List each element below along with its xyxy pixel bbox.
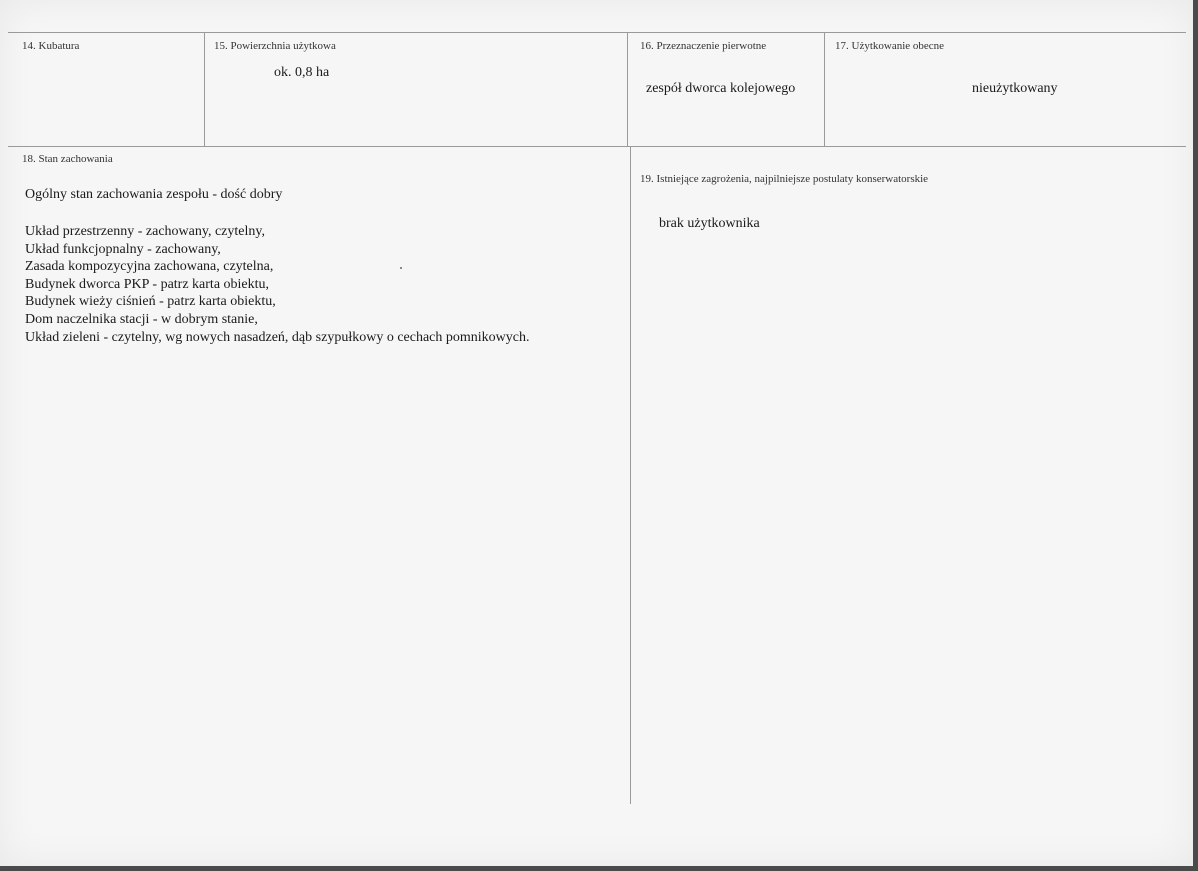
field-15-label: 15. Powierzchnia użytkowa [214, 40, 336, 52]
field-18-line: Budynek dworca PKP - patrz karta obiektu, [25, 276, 270, 292]
field-18-line: Układ przestrzenny - zachowany, czytelny, [25, 224, 265, 239]
field-18-line: Dom naczelnika stacji - w dobrym stanie, [25, 311, 258, 327]
field-17-label: 17. Użytkowanie obecne [835, 40, 945, 52]
field-18-line: Budynek wieży ciśnień - patrz karta obiektu, [25, 294, 276, 310]
field-18-lines [25, 223, 530, 346]
field-14-label: 14. Kubatura [22, 40, 80, 52]
field-16-label: 16. Przeznaczenie pierwotne [640, 40, 767, 52]
top-rule [8, 32, 1186, 33]
field-18-summary: Ogólny stan zachowania zespołu - dość dobry [25, 187, 283, 202]
divider-15-16 [627, 32, 628, 146]
middle-rule [8, 146, 1186, 147]
divider-18-19 [630, 146, 631, 804]
field-15-value: ok. 0,8 ha [274, 65, 330, 80]
divider-16-17 [824, 32, 825, 146]
field-18-line: Zasada kompozycyjna zachowana, czytelna, [25, 259, 274, 275]
field-18-line: Układ zieleni - czytelny, wg nowych nasadzeń, dąb szypułkowy o cechach pomnikowych. [25, 329, 530, 345]
divider-14-15 [204, 32, 205, 146]
field-16-value: zespół dworca kolejowego [646, 81, 796, 96]
field-19-label: 19. Istniejące zagrożenia, najpilniejsze postulaty konserwatorskie [640, 173, 929, 185]
paper-speck [400, 267, 402, 269]
field-19-value: brak użytkownika [659, 216, 760, 231]
field-18-line: Układ funkcjopnalny - zachowany, [25, 241, 221, 257]
field-17-value: nieużytkowany [972, 81, 1058, 96]
field-18-label: 18. Stan zachowania [22, 153, 113, 165]
